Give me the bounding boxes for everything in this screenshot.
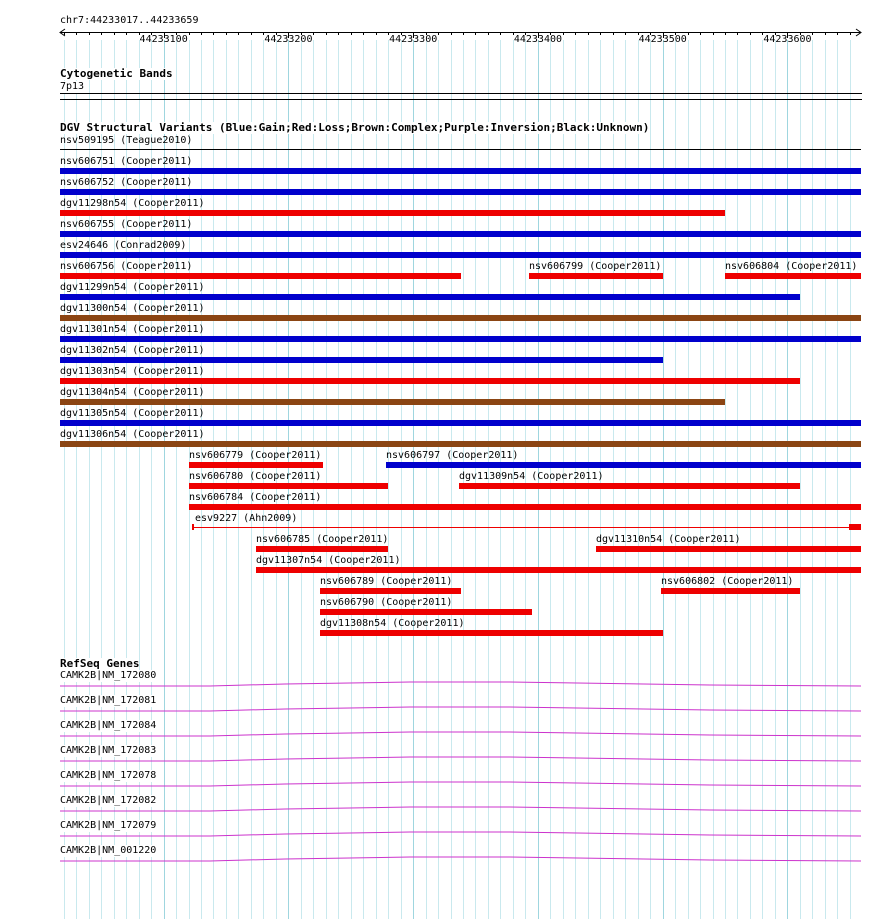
variant-label: dgv11298n54 (Cooper2011) bbox=[60, 198, 205, 209]
gene-label: CAMK2B|NM_172083 bbox=[60, 745, 157, 756]
gene-line-path bbox=[60, 782, 861, 786]
gene-label: CAMK2B|NM_172080 bbox=[60, 670, 157, 681]
variant-label: nsv606751 (Cooper2011) bbox=[60, 156, 193, 167]
ruler-tick-label: 44233200 bbox=[264, 34, 313, 45]
variant-bar[interactable] bbox=[189, 462, 323, 468]
variant-label: dgv11310n54 (Cooper2011) bbox=[596, 534, 741, 545]
variant-label: esv9227 (Ahn2009) bbox=[195, 513, 298, 524]
coordinate-ruler bbox=[0, 28, 890, 50]
gene-label: CAMK2B|NM_001220 bbox=[60, 845, 157, 856]
variant-bar[interactable] bbox=[60, 210, 725, 216]
variant-bar[interactable] bbox=[60, 420, 861, 426]
gene-intron-line[interactable] bbox=[0, 751, 890, 763]
gene-intron-line[interactable] bbox=[0, 851, 890, 863]
dgv-track-title: DGV Structural Variants (Blue:Gain;Red:Loss;Brown:Complex;Purple:Inversion;Black:Unknown) bbox=[60, 121, 650, 134]
ruler-tick-label: 44233400 bbox=[513, 34, 563, 45]
variant-label: dgv11301n54 (Cooper2011) bbox=[60, 324, 205, 335]
variant-bar[interactable] bbox=[60, 294, 800, 300]
variant-label: dgv11306n54 (Cooper2011) bbox=[60, 429, 205, 440]
variant-label: nsv606802 (Cooper2011) bbox=[661, 576, 794, 587]
gene-line-path bbox=[60, 707, 861, 711]
variant-label: nsv606779 (Cooper2011) bbox=[189, 450, 322, 461]
variant-bar[interactable] bbox=[60, 378, 800, 384]
variant-bar[interactable] bbox=[60, 273, 461, 279]
gene-intron-line[interactable] bbox=[0, 701, 890, 713]
variant-bar[interactable] bbox=[60, 189, 861, 195]
variant-bar[interactable] bbox=[320, 609, 532, 615]
refseq-track-title: RefSeq Genes bbox=[60, 657, 140, 670]
variant-bar[interactable] bbox=[60, 252, 861, 258]
gene-line-path bbox=[60, 732, 861, 736]
variant-bar[interactable] bbox=[596, 546, 861, 552]
variant-label: dgv11309n54 (Cooper2011) bbox=[459, 471, 604, 482]
variant-label: nsv606752 (Cooper2011) bbox=[60, 177, 193, 188]
variant-label: dgv11303n54 (Cooper2011) bbox=[60, 366, 205, 377]
region-label: chr7:44233017..44233659 bbox=[60, 15, 199, 26]
variant-label: dgv11302n54 (Cooper2011) bbox=[60, 345, 205, 356]
gene-intron-line[interactable] bbox=[0, 826, 890, 838]
variant-label: nsv606799 (Cooper2011) bbox=[529, 261, 662, 272]
variant-label: dgv11308n54 (Cooper2011) bbox=[320, 618, 465, 629]
variant-label: nsv606785 (Cooper2011) bbox=[256, 534, 389, 545]
variant-line[interactable] bbox=[60, 149, 861, 150]
variant-bar[interactable] bbox=[661, 588, 800, 594]
variant-label: nsv606790 (Cooper2011) bbox=[320, 597, 453, 608]
variant-bar[interactable] bbox=[320, 630, 663, 636]
variant-bar[interactable] bbox=[189, 483, 388, 489]
variant-bar[interactable] bbox=[256, 567, 861, 573]
variant-bar[interactable] bbox=[189, 504, 861, 510]
variant-bar[interactable] bbox=[386, 462, 861, 468]
variant-label: dgv11299n54 (Cooper2011) bbox=[60, 282, 205, 293]
ruler-tick-label: 44233300 bbox=[389, 34, 438, 45]
variant-label: dgv11300n54 (Cooper2011) bbox=[60, 303, 205, 314]
variant-bar[interactable] bbox=[60, 441, 861, 447]
ruler-tick-label: 44233600 bbox=[763, 34, 812, 45]
gene-line-path bbox=[60, 857, 861, 861]
cytoband-label: 7p13 bbox=[60, 81, 85, 92]
gene-label: CAMK2B|NM_172081 bbox=[60, 695, 157, 706]
variant-label: nsv606780 (Cooper2011) bbox=[189, 471, 322, 482]
gene-intron-line[interactable] bbox=[0, 801, 890, 813]
gene-line-path bbox=[60, 832, 861, 836]
gene-label: CAMK2B|NM_172079 bbox=[60, 820, 157, 831]
gene-label: CAMK2B|NM_172078 bbox=[60, 770, 157, 781]
variant-label: esv24646 (Conrad2009) bbox=[60, 240, 187, 251]
variant-bar[interactable] bbox=[256, 546, 388, 552]
gene-intron-line[interactable] bbox=[0, 676, 890, 688]
variant-label: nsv606784 (Cooper2011) bbox=[189, 492, 322, 503]
gene-intron-line[interactable] bbox=[0, 726, 890, 738]
variant-bar[interactable] bbox=[60, 336, 861, 342]
variant-label: nsv606789 (Cooper2011) bbox=[320, 576, 453, 587]
gene-line-path bbox=[60, 682, 861, 686]
variant-bar[interactable] bbox=[529, 273, 663, 279]
gene-intron-line[interactable] bbox=[0, 776, 890, 788]
variant-label: dgv11305n54 (Cooper2011) bbox=[60, 408, 205, 419]
gene-label: CAMK2B|NM_172082 bbox=[60, 795, 157, 806]
variant-bar[interactable] bbox=[60, 315, 861, 321]
gene-line-path bbox=[60, 757, 861, 761]
cytoband-track-title: Cytogenetic Bands bbox=[60, 67, 173, 80]
variant-label: nsv606797 (Cooper2011) bbox=[386, 450, 519, 461]
variant-bar[interactable] bbox=[320, 588, 461, 594]
gene-label: CAMK2B|NM_172084 bbox=[60, 720, 157, 731]
variant-label: nsv509195 (Teague2010) bbox=[60, 135, 193, 146]
variant-bar[interactable] bbox=[459, 483, 800, 489]
cytoband-top-line bbox=[60, 93, 862, 94]
gene-line-path bbox=[60, 807, 861, 811]
ruler-tick-label: 44233500 bbox=[638, 34, 687, 45]
variant-line[interactable] bbox=[192, 527, 861, 528]
variant-label: nsv606755 (Cooper2011) bbox=[60, 219, 193, 230]
variant-bar[interactable] bbox=[60, 231, 861, 237]
variant-bar[interactable] bbox=[60, 399, 725, 405]
variant-label: nsv606804 (Cooper2011) bbox=[725, 261, 858, 272]
variant-label: dgv11307n54 (Cooper2011) bbox=[256, 555, 401, 566]
variant-label: dgv11304n54 (Cooper2011) bbox=[60, 387, 205, 398]
ruler-tick-label: 44233100 bbox=[139, 34, 188, 45]
variant-bar[interactable] bbox=[60, 168, 861, 174]
variant-label: nsv606756 (Cooper2011) bbox=[60, 261, 193, 272]
variant-bar[interactable] bbox=[60, 357, 663, 363]
variant-bar[interactable] bbox=[725, 273, 861, 279]
cytoband-bottom-line bbox=[60, 99, 862, 100]
